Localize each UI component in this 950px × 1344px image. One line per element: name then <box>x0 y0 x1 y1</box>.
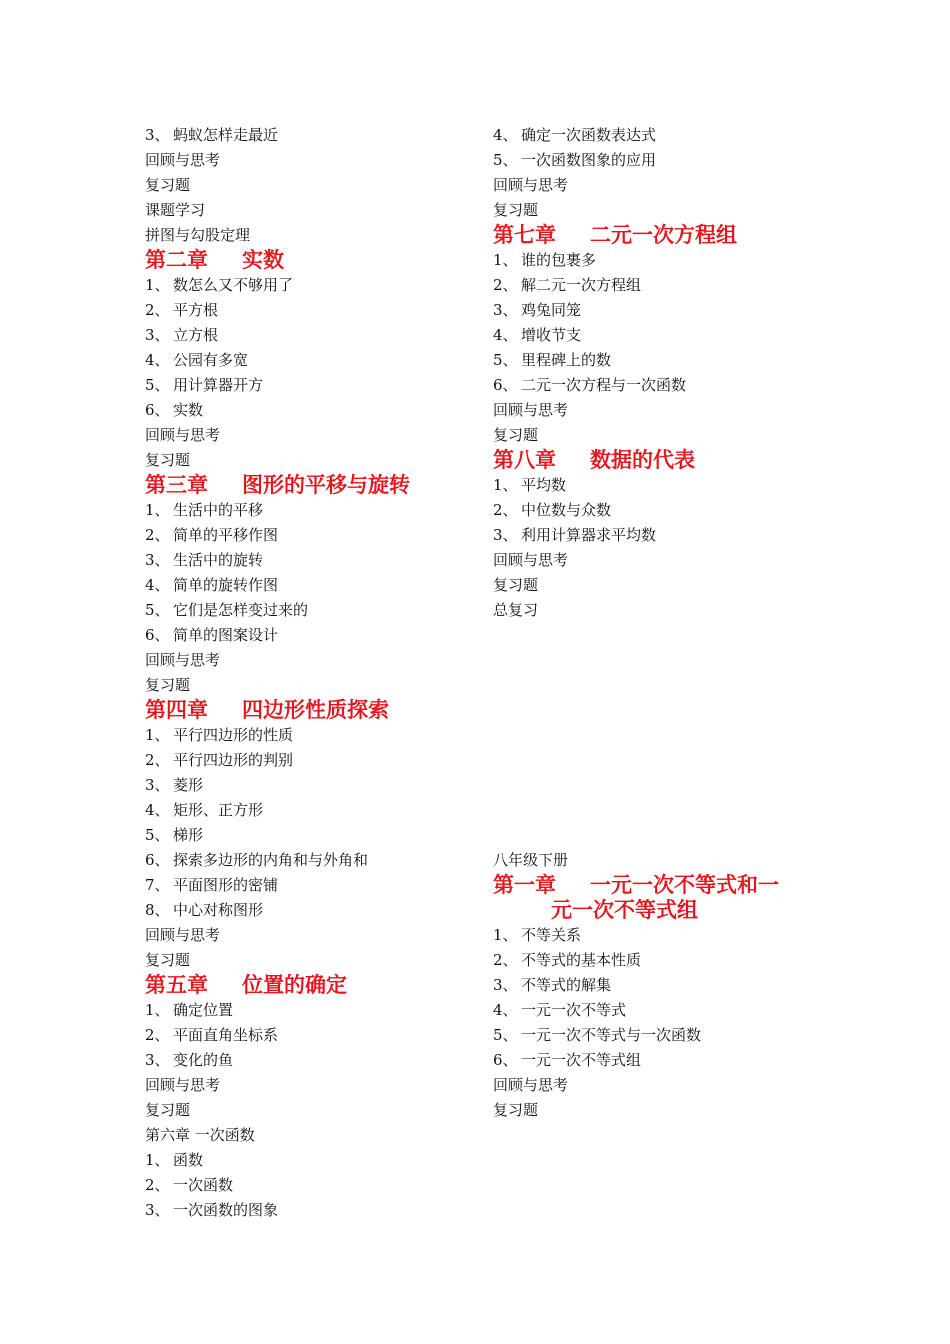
section-item <box>145 823 475 848</box>
chapter-heading <box>145 698 475 723</box>
toc-entry: 复习题 <box>493 201 539 219</box>
toc-entry: 复习题 <box>145 1101 191 1119</box>
section-number: 3、 <box>145 1201 170 1219</box>
section-number: 5、 <box>493 151 518 169</box>
section-number: 6、 <box>145 626 170 644</box>
section-title: 中位数与众数 <box>521 501 612 519</box>
section-title: 不等关系 <box>521 926 582 944</box>
toc-entry: 回顾与思考 <box>493 401 569 419</box>
toc-entry: 复习题 <box>145 676 191 694</box>
section-item <box>145 748 475 773</box>
section-number: 8、 <box>145 901 170 919</box>
section-title: 它们是怎样变过来的 <box>173 601 309 619</box>
section-number: 2、 <box>145 1026 170 1044</box>
section-item <box>145 348 475 373</box>
chapter-label: 第三章 <box>145 473 208 497</box>
section-title: 不等式的解集 <box>521 976 612 994</box>
section-item <box>145 298 475 323</box>
section-number: 3、 <box>145 126 170 144</box>
chapter-label: 第一章 <box>493 873 556 897</box>
section-item <box>493 1023 833 1048</box>
chapter-heading <box>493 448 833 473</box>
section-number: 6、 <box>493 1051 518 1069</box>
section-title: 实数 <box>173 401 204 419</box>
section-title: 梯形 <box>173 826 204 844</box>
section-title: 平面图形的密铺 <box>173 876 279 894</box>
section-item <box>493 1048 833 1073</box>
section-number: 1、 <box>145 1151 170 1169</box>
section-title: 函数 <box>173 1151 204 1169</box>
section-title: 一次函数图象的应用 <box>521 151 657 169</box>
chapter-title: 数据的代表 <box>590 448 695 472</box>
section-title: 不等式的基本性质 <box>521 951 642 969</box>
chapter-label: 第四章 <box>145 698 208 722</box>
section-item <box>493 273 833 298</box>
section-number: 5、 <box>145 826 170 844</box>
section-number: 1、 <box>493 251 518 269</box>
section-number: 3、 <box>145 551 170 569</box>
chapter-title: 一元一次不等式和一 <box>590 873 779 897</box>
toc-entry: 回顾与思考 <box>145 651 221 669</box>
section-item <box>145 848 475 873</box>
toc-entry: 总复习 <box>493 601 539 619</box>
section-title: 矩形、正方形 <box>173 801 264 819</box>
chapter-heading <box>493 223 833 248</box>
section-item <box>493 123 833 148</box>
toc-entry: 复习题 <box>145 951 191 969</box>
section-number: 2、 <box>493 501 518 519</box>
section-title: 二元一次方程与一次函数 <box>521 376 687 394</box>
section-number: 3、 <box>145 326 170 344</box>
section-title: 平行四边形的性质 <box>173 726 294 744</box>
section-item <box>145 798 475 823</box>
chapter-label: 第五章 <box>145 973 208 997</box>
section-number: 6、 <box>145 851 170 869</box>
chapter-heading <box>145 973 475 998</box>
section-item <box>145 623 475 648</box>
section-title: 谁的包裹多 <box>521 251 597 269</box>
section-title: 一元一次不等式组 <box>521 1051 642 1069</box>
toc-entry: 拼图与勾股定理 <box>145 226 251 244</box>
section-title: 一次函数 <box>173 1176 234 1194</box>
section-title: 增收节支 <box>521 326 582 344</box>
toc-entry: 课题学习 <box>145 201 206 219</box>
section-number: 4、 <box>493 1001 518 1019</box>
toc-entry: 回顾与思考 <box>145 151 221 169</box>
section-number: 5、 <box>493 351 518 369</box>
section-number: 5、 <box>145 601 170 619</box>
section-item <box>145 898 475 923</box>
section-title: 中心对称图形 <box>173 901 264 919</box>
section-item <box>145 1173 475 1198</box>
section-item <box>493 248 833 273</box>
section-item <box>145 548 475 573</box>
toc-entry: 第六章 一次函数 <box>145 1126 255 1144</box>
chapter-title-continued: 元一次不等式组 <box>551 898 698 922</box>
toc-entry: 回顾与思考 <box>145 426 221 444</box>
section-number: 2、 <box>145 301 170 319</box>
toc-entry: 复习题 <box>493 576 539 594</box>
section-number: 1、 <box>145 1001 170 1019</box>
section-item <box>493 373 833 398</box>
chapter-label: 第八章 <box>493 448 556 472</box>
section-number: 1、 <box>493 926 518 944</box>
toc-entry: 复习题 <box>493 1101 539 1119</box>
section-number: 2、 <box>493 951 518 969</box>
section-number: 2、 <box>145 751 170 769</box>
section-item <box>145 398 475 423</box>
toc-entry: 回顾与思考 <box>493 1076 569 1094</box>
section-item <box>145 773 475 798</box>
section-item <box>145 498 475 523</box>
section-number: 4、 <box>493 126 518 144</box>
section-number: 4、 <box>493 326 518 344</box>
section-number: 1、 <box>493 476 518 494</box>
chapter-title: 二元一次方程组 <box>590 223 737 247</box>
section-item <box>493 498 833 523</box>
section-number: 5、 <box>493 1026 518 1044</box>
toc-entry: 回顾与思考 <box>493 551 569 569</box>
chapter-title: 位置的确定 <box>242 973 347 997</box>
section-title: 解二元一次方程组 <box>521 276 642 294</box>
section-number: 2、 <box>145 1176 170 1194</box>
section-item <box>145 1023 475 1048</box>
section-title: 生活中的平移 <box>173 501 264 519</box>
section-item <box>493 923 833 948</box>
section-title: 平行四边形的判别 <box>173 751 294 769</box>
section-title: 确定位置 <box>173 1001 234 1019</box>
section-number: 1、 <box>145 276 170 294</box>
toc-right-column <box>493 123 833 1123</box>
section-item <box>493 348 833 373</box>
section-number: 6、 <box>493 376 518 394</box>
chapter-title: 图形的平移与旋转 <box>242 473 410 497</box>
section-title: 生活中的旋转 <box>173 551 264 569</box>
toc-entry: 复习题 <box>493 426 539 444</box>
section-title: 用计算器开方 <box>173 376 264 394</box>
section-number: 4、 <box>145 576 170 594</box>
section-item <box>145 523 475 548</box>
chapter-heading <box>145 248 475 273</box>
section-item <box>493 998 833 1023</box>
chapter-label: 第二章 <box>145 248 208 272</box>
section-title: 一次函数的图象 <box>173 1201 279 1219</box>
section-item <box>145 998 475 1023</box>
section-title: 简单的旋转作图 <box>173 576 279 594</box>
section-number: 4、 <box>145 351 170 369</box>
section-title: 立方根 <box>173 326 219 344</box>
toc-entry: 复习题 <box>145 451 191 469</box>
section-number: 2、 <box>493 276 518 294</box>
section-item <box>493 473 833 498</box>
chapter-heading <box>145 473 475 498</box>
toc-entry: 回顾与思考 <box>145 1076 221 1094</box>
section-item <box>493 523 833 548</box>
section-item <box>145 598 475 623</box>
section-item <box>145 123 475 148</box>
section-number: 3、 <box>145 1051 170 1069</box>
section-item <box>493 148 833 173</box>
section-item <box>145 723 475 748</box>
section-title: 一元一次不等式与一次函数 <box>521 1026 702 1044</box>
section-title: 利用计算器求平均数 <box>521 526 657 544</box>
section-title: 蚂蚁怎样走最近 <box>173 126 279 144</box>
section-item <box>145 873 475 898</box>
section-title: 变化的鱼 <box>173 1051 234 1069</box>
section-number: 3、 <box>145 776 170 794</box>
section-number: 4、 <box>145 801 170 819</box>
section-item <box>145 323 475 348</box>
section-title: 一元一次不等式 <box>521 1001 627 1019</box>
section-item <box>493 298 833 323</box>
section-number: 6、 <box>145 401 170 419</box>
section-title: 探索多边形的内角和与外角和 <box>173 851 369 869</box>
section-item <box>145 573 475 598</box>
toc-entry: 回顾与思考 <box>145 926 221 944</box>
section-item <box>145 273 475 298</box>
section-title: 平面直角坐标系 <box>173 1026 279 1044</box>
section-number: 1、 <box>145 726 170 744</box>
section-item <box>145 1148 475 1173</box>
section-title: 公园有多宽 <box>173 351 249 369</box>
section-title: 数怎么又不够用了 <box>173 276 294 294</box>
section-title: 鸡兔同笼 <box>521 301 582 319</box>
toc-entry: 八年级下册 <box>493 851 569 869</box>
chapter-title: 四边形性质探索 <box>242 698 389 722</box>
section-item <box>493 948 833 973</box>
section-title: 简单的图案设计 <box>173 626 279 644</box>
toc-left-column <box>145 123 475 1223</box>
section-item <box>145 373 475 398</box>
chapter-title: 实数 <box>242 248 284 272</box>
section-number: 3、 <box>493 976 518 994</box>
section-number: 7、 <box>145 876 170 894</box>
section-number: 2、 <box>145 526 170 544</box>
section-number: 1、 <box>145 501 170 519</box>
section-number: 3、 <box>493 526 518 544</box>
section-number: 3、 <box>493 301 518 319</box>
section-item <box>493 323 833 348</box>
section-title: 里程碑上的数 <box>521 351 612 369</box>
section-item <box>145 1048 475 1073</box>
section-title: 菱形 <box>173 776 204 794</box>
column-gap <box>493 623 833 848</box>
toc-entry: 回顾与思考 <box>493 176 569 194</box>
section-title: 确定一次函数表达式 <box>521 126 657 144</box>
section-number: 5、 <box>145 376 170 394</box>
section-title: 平方根 <box>173 301 219 319</box>
section-item <box>145 1198 475 1223</box>
section-item <box>493 973 833 998</box>
toc-entry: 复习题 <box>145 176 191 194</box>
section-title: 平均数 <box>521 476 567 494</box>
chapter-label: 第七章 <box>493 223 556 247</box>
section-title: 简单的平移作图 <box>173 526 279 544</box>
chapter-heading <box>493 873 833 923</box>
